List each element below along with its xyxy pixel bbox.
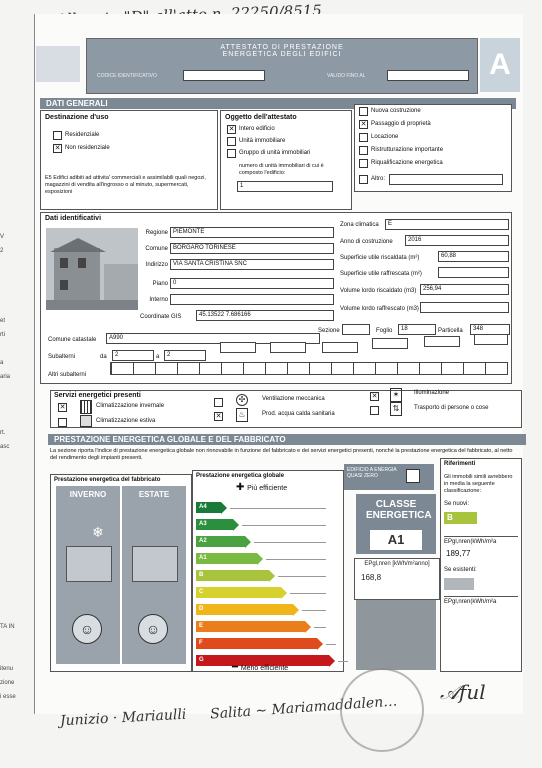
trasporto-label: Trasporto di persone o cose xyxy=(414,405,489,411)
nzeb-label: EDIFICIO A ENERGIA QUASI ZERO xyxy=(347,467,397,479)
foglio-label: Foglio xyxy=(376,328,393,334)
servizi-title: Servizi energetici presenti xyxy=(54,392,141,399)
gruppo-unita-checkbox[interactable] xyxy=(227,149,236,158)
zona-field[interactable]: E xyxy=(385,219,509,230)
classe-panel xyxy=(356,494,436,554)
face-estate-icon: ☺ xyxy=(138,614,168,644)
certificate-title-block xyxy=(86,38,478,94)
altro-field[interactable] xyxy=(389,174,503,185)
comune-label: Comune xyxy=(145,246,168,252)
sub-da-field[interactable]: 2 xyxy=(112,350,154,361)
grade-arrow-a2 xyxy=(245,536,251,548)
grade-arrow-d xyxy=(293,604,299,616)
sub-da-field-2[interactable] xyxy=(220,342,256,353)
sub-da-label: da xyxy=(100,354,107,360)
sub-da-field-4[interactable] xyxy=(424,336,460,347)
indirizzo-field[interactable]: VIA SANTA CRISTINA SNC xyxy=(170,259,334,270)
grade-bar-d: D xyxy=(196,604,293,615)
altro-checkbox[interactable] xyxy=(359,175,368,184)
sup-risc-field[interactable]: 60,88 xyxy=(438,251,509,262)
radiator-icon xyxy=(80,400,92,414)
altri-subalterni-cells xyxy=(110,362,508,375)
codice-label: CODICE IDENTIFICATIVO xyxy=(97,73,157,79)
se-esistenti-label: Se esistenti: xyxy=(444,567,477,573)
classe-value: A1 xyxy=(370,530,422,550)
sub-a-field[interactable]: 2 xyxy=(164,350,206,361)
grade-bar-b: B xyxy=(196,570,269,581)
sub-a-label: a xyxy=(156,354,160,360)
grade-bar-a4: A4 xyxy=(196,502,221,513)
grade-arrow-b xyxy=(269,570,275,582)
ep-value: 168,8 xyxy=(361,573,382,582)
face-inverno-icon: ☺ xyxy=(72,614,102,644)
inverno-label: INVERNO xyxy=(69,490,107,499)
classe-label: CLASSE ENERGETICA xyxy=(366,499,432,521)
grade-bar-a1: A1 xyxy=(196,553,257,564)
fan-icon: ✣ xyxy=(236,394,248,406)
vol-risc-label: Volume lordo riscaldato (m3) xyxy=(340,288,417,294)
notary-stamp xyxy=(340,668,424,752)
piano-label: Piano xyxy=(152,281,168,287)
illuminazione-checkbox[interactable]: ✕ xyxy=(371,393,378,400)
locazione-label: Locazione xyxy=(371,134,399,140)
elevator-icon: ⇅ xyxy=(390,402,402,416)
grade-bar-g: G xyxy=(196,655,329,666)
comune-catastale-label: Comune catastale xyxy=(48,337,97,343)
meno-efficiente-text: Meno efficiente xyxy=(240,665,289,672)
cert-title-line2: ENERGETICA DEGLI EDIFICI xyxy=(222,51,342,58)
grade-arrow-f xyxy=(317,638,323,650)
grade-arrow-a4 xyxy=(221,502,227,514)
motivo-box xyxy=(354,104,512,192)
passaggio-proprieta-checkbox[interactable]: ✕ xyxy=(360,121,367,128)
grade-line-a4 xyxy=(230,508,326,509)
altri-subalterni-label: Altri subalterni xyxy=(48,372,87,378)
classification-text: E5 Edifici adibiti ad attivita' commerciali e assimilabili quali negozi, magazzini di vendita all'ingrosso o al minuto, supermercati, esposizioni xyxy=(45,175,206,195)
clima-estiva-label: Climatizzazione estiva xyxy=(96,418,156,424)
piu-efficiente-label xyxy=(236,484,287,492)
regione-label: Regione xyxy=(145,230,168,236)
minus-icon: ━ xyxy=(232,662,241,673)
anno-field[interactable]: 2016 xyxy=(405,235,509,246)
comune-field[interactable]: BORGARO TORINESE xyxy=(170,243,334,254)
oggetto-box xyxy=(220,110,352,210)
building-photo xyxy=(46,228,138,310)
clima-estiva-checkbox[interactable] xyxy=(58,418,67,427)
sup-raff-label: Superficie utile raffrescata (m²) xyxy=(340,271,422,277)
grade-arrow-a3 xyxy=(233,519,239,531)
units-label: numero di unità immobiliari di cui è composto l'edificio: xyxy=(239,163,324,176)
non-residenziale-checkbox[interactable]: ✕ xyxy=(54,145,61,152)
unita-immobiliare-label: Unità immobiliare xyxy=(239,138,286,144)
prestazione-description: La sezione riporta l'indice di prestazione energetica globale non rinnovabile in funzione del fabbricato e dei servizi energetici presenti, nonché la prestazione energetica del fabbricato, al netto del rendimento degli impianti presenti. xyxy=(50,448,513,461)
grade-line-a3 xyxy=(242,525,326,526)
grade-line-f xyxy=(326,644,336,645)
trasporto-checkbox[interactable] xyxy=(370,406,379,415)
grade-line-c xyxy=(290,593,326,594)
riferimenti-title: Riferimenti xyxy=(444,461,476,467)
vol-raff-field[interactable] xyxy=(420,302,509,313)
interno-label: Interno xyxy=(149,297,168,303)
faucet-icon: ♨ xyxy=(236,408,248,422)
acqua-calda-checkbox[interactable]: ✕ xyxy=(215,413,222,420)
grade-line-g xyxy=(338,661,348,662)
non-residenziale-label: Non residenziale xyxy=(65,145,110,151)
ep-box xyxy=(354,558,440,600)
cert-title-line1: ATTESTATO DI PRESTAZIONE xyxy=(220,44,344,51)
air-conditioner-icon xyxy=(80,415,92,427)
left-bottom-fragments: TA IN itenu zione i esse xyxy=(0,624,16,700)
acqua-calda-label: Prod. acqua calda sanitaria xyxy=(262,411,335,417)
validita-field[interactable] xyxy=(387,70,469,81)
signature-1: Junizio · Mariaulli xyxy=(59,706,187,730)
ventilazione-checkbox[interactable] xyxy=(214,398,223,407)
signature-3: 𝒜ful xyxy=(440,680,486,704)
grade-line-b xyxy=(278,576,326,577)
ep-label: EPgl,nren [kWh/m²anno] xyxy=(364,561,430,567)
ventilazione-label: Ventilazione meccanica xyxy=(262,396,325,402)
grade-line-a1 xyxy=(266,559,326,560)
altro-label: Altro: xyxy=(371,176,386,182)
nzeb-checkbox[interactable] xyxy=(406,469,420,483)
sub-a-field-2[interactable] xyxy=(270,342,306,353)
ristrutturazione-checkbox[interactable] xyxy=(359,146,368,155)
destinazione-box xyxy=(40,110,218,210)
grade-line-a2 xyxy=(254,542,326,543)
snowflake-icon: ❄ xyxy=(92,524,104,540)
nuova-costruzione-checkbox[interactable] xyxy=(359,107,368,116)
grade-bar-a2: A2 xyxy=(196,536,245,547)
nuova-costruzione-label: Nuova costruzione xyxy=(371,108,421,114)
gruppo-unita-label: Gruppo di unità immobiliari xyxy=(239,150,311,156)
dati-generali-bar: DATI GENERALI xyxy=(40,98,516,109)
grade-arrow-a1 xyxy=(257,553,263,565)
validita-label: VALIDO FINO AL xyxy=(327,73,366,79)
signature-2: Salita ~ Mariamaddalen… xyxy=(209,693,398,723)
foglio-field[interactable]: 18 xyxy=(398,324,436,335)
grade-line-e xyxy=(314,627,326,628)
vol-risc-field[interactable]: 256,94 xyxy=(420,284,509,295)
regional-logo: A xyxy=(480,38,520,92)
grade-arrow-g xyxy=(329,655,335,667)
sub-a-field-4[interactable] xyxy=(474,334,508,345)
clima-invernale-checkbox[interactable]: ✕ xyxy=(59,404,66,411)
particella-field[interactable]: 348 xyxy=(470,324,510,335)
light-bulb-icon: ✶ xyxy=(390,388,402,402)
nuovi-class-badge: B xyxy=(444,512,477,524)
coordinate-field[interactable]: 45.13522 7.686166 xyxy=(196,310,334,321)
left-margin-fragments: V 2 et rti a aria rt. asc xyxy=(0,234,11,450)
residenziale-checkbox[interactable] xyxy=(53,131,62,140)
coordinate-label: Coordinate GIS xyxy=(140,314,182,320)
grade-arrow-c xyxy=(281,587,287,599)
sup-raff-field[interactable] xyxy=(438,267,509,278)
grade-line-d xyxy=(302,610,326,611)
oggetto-title: Oggetto dell'attestato xyxy=(225,114,297,121)
house-summer-icon xyxy=(132,546,178,582)
fabbricato-title: Prestazione energetica del fabbricato xyxy=(54,477,161,483)
nuovi-ep-label: EPgl,nren(kWh/m²a xyxy=(444,536,518,546)
house-winter-icon xyxy=(66,546,112,582)
sup-risc-label: Superficie utile riscaldata (m²) xyxy=(340,255,420,261)
riferimenti-box xyxy=(440,458,522,672)
estate-label: ESTATE xyxy=(138,490,170,499)
inverno-panel xyxy=(56,486,120,664)
grade-bar-c: C xyxy=(196,587,281,598)
grade-arrow-e xyxy=(305,621,311,633)
residenziale-label: Residenziale xyxy=(65,132,100,138)
illuminazione-label: Illuminazione xyxy=(414,390,450,396)
anno-label: Anno di costruzione xyxy=(340,239,393,245)
intero-edificio-checkbox[interactable]: ✕ xyxy=(228,126,235,133)
comune-catastale-field[interactable]: A990 xyxy=(106,333,320,344)
particella-label: Particella xyxy=(438,328,463,334)
prestazione-bar: PRESTAZIONE ENERGETICA GLOBALE E DEL FABBRICATO xyxy=(48,434,526,445)
locazione-checkbox[interactable] xyxy=(359,133,368,142)
estate-panel xyxy=(122,486,186,664)
sub-a-field-3[interactable] xyxy=(372,338,408,349)
riferimenti-text: Gli immobili simili avrebbero in media la seguente classificazione: xyxy=(444,474,513,494)
sub-da-field-3[interactable] xyxy=(322,342,358,353)
piano-field[interactable]: 0 xyxy=(170,278,334,289)
grade-bar-e: E xyxy=(196,621,305,632)
grade-bar-f: F xyxy=(196,638,317,649)
dati-identificativi-title: Dati identificativi xyxy=(45,215,102,222)
zona-label: Zona climatica xyxy=(340,222,379,228)
destinazione-title: Destinazione d'uso xyxy=(45,114,109,121)
units-field[interactable]: 1 xyxy=(237,181,333,192)
sezione-label: Sezione xyxy=(318,328,340,334)
nuovi-ep-value: 189,77 xyxy=(446,549,471,558)
interno-field[interactable] xyxy=(170,294,334,305)
unita-immobiliare-checkbox[interactable] xyxy=(227,137,236,146)
globale-title: Prestazione energetica globale xyxy=(196,473,285,479)
esistenti-ep-label: EPgl,nren(kWh/m²a xyxy=(444,596,518,606)
riqualificazione-checkbox[interactable] xyxy=(359,159,368,168)
se-nuovi-label: Se nuovi: xyxy=(444,501,470,507)
nzeb-box xyxy=(344,464,434,490)
ristrutturazione-label: Ristrutturazione importante xyxy=(371,147,444,153)
meno-efficiente-label xyxy=(232,664,288,672)
indirizzo-label: Indirizzo xyxy=(145,262,168,268)
intero-edificio-label: Intero edificio xyxy=(239,126,275,132)
regione-field[interactable]: PIEMONTE xyxy=(170,227,334,238)
riqualificazione-label: Riqualificazione energetica xyxy=(371,160,443,166)
dark-watermark-panel xyxy=(356,600,436,670)
codice-field[interactable] xyxy=(183,70,265,81)
plus-icon: ✚ xyxy=(236,482,248,493)
grade-bar-a3: A3 xyxy=(196,519,233,530)
piu-efficiente-text: Più efficiente xyxy=(247,485,288,492)
left-logo xyxy=(36,46,80,82)
sezione-field[interactable] xyxy=(342,324,370,335)
esistenti-class-badge xyxy=(444,578,474,590)
clima-invernale-label: Climatizzazione invernale xyxy=(96,403,165,409)
subalterni-label: Subalterni xyxy=(48,354,76,360)
vol-raff-label: Volume lordo raffrescato (m3) xyxy=(340,306,419,312)
passaggio-proprieta-label: Passaggio di proprietà xyxy=(371,121,431,127)
